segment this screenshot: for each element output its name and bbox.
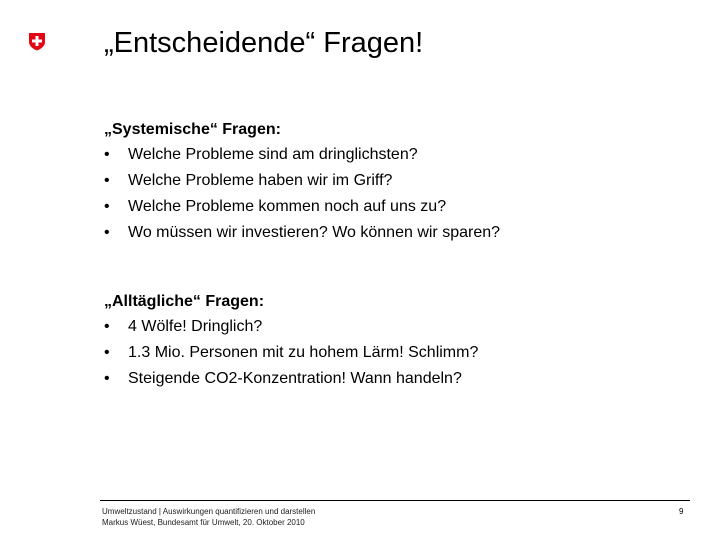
page-number: 9 — [679, 507, 684, 516]
bullet-icon: • — [104, 344, 110, 361]
bullet-icon: • — [104, 224, 110, 241]
section-everyday-questions — [104, 289, 478, 392]
slide-title: „Entscheidende“ Fragen! — [104, 27, 424, 59]
list-item: • Welche Probleme haben wir im Griff? — [104, 168, 500, 194]
list-item: • Welche Probleme kommen noch auf uns zu? — [104, 194, 500, 220]
bullet-icon: • — [104, 318, 110, 335]
footer-text — [102, 506, 315, 528]
list-item: • Wo müssen wir investieren? Wo können wir sparen? — [104, 220, 500, 246]
section-heading: „Systemische“ Fragen: — [104, 121, 281, 138]
bullet-icon: • — [104, 172, 110, 189]
bullet-icon: • — [104, 370, 110, 387]
list-item: • 4 Wölfe! Dringlich? — [104, 314, 478, 340]
swiss-cross-icon — [27, 31, 47, 51]
list-item: • 1.3 Mio. Personen mit zu hohem Lärm! Schlimm? — [104, 340, 478, 366]
bullet-list — [104, 314, 478, 392]
list-item: • Welche Probleme sind am dringlichsten? — [104, 142, 500, 168]
bullet-list — [104, 142, 500, 246]
section-systemic-questions — [104, 117, 500, 246]
footer-line-2: Markus Wüest, Bundesamt für Umwelt, 20. Oktober 2010 — [102, 518, 305, 527]
bullet-icon: • — [104, 146, 110, 163]
list-item: • Steigende CO2-Konzentration! Wann handeln? — [104, 366, 478, 392]
footer-divider — [100, 500, 690, 501]
footer-line-1: Umweltzustand | Auswirkungen quantifizieren und darstellen — [102, 507, 316, 516]
section-heading: „Alltägliche“ Fragen: — [104, 293, 265, 310]
bullet-icon: • — [104, 198, 110, 215]
